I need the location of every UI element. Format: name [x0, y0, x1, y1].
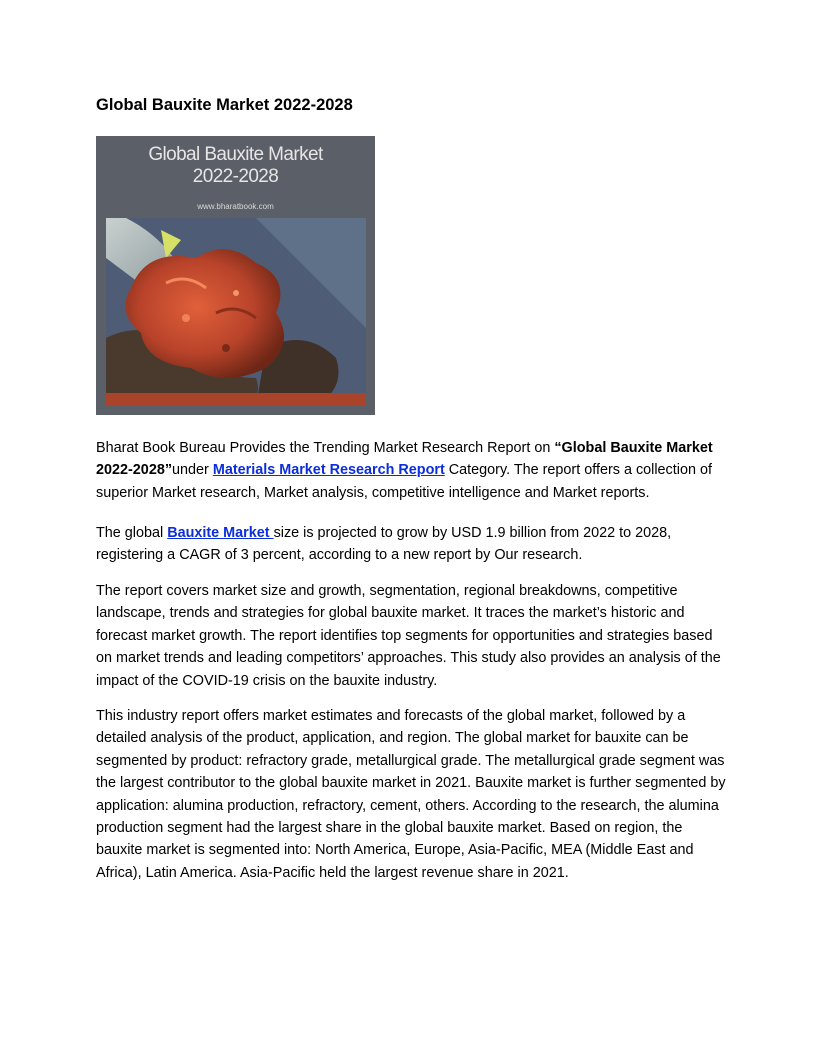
- materials-report-link[interactable]: Materials Market Research Report: [212, 462, 445, 479]
- intro-paragraph: [96, 437, 726, 504]
- market-size-text-a: The global: [96, 525, 168, 541]
- market-size-text-b: size is projected to grow by USD 1.9 billion from 2022 to 2028, registering a CAGR of 3 percent, according to a new report by Our research.: [96, 525, 672, 564]
- intro-text-c: Category. The report offers a collection of superior Market research, Market analysis, competitive intelligence and Market reports.: [96, 462, 712, 501]
- coverage-paragraph: The report covers market size and growth, segmentation, regional breakdowns, competitive landscape, trends and strategies for global bauxite market. It traces the market’s historic and forecast market growth. The report identifies top segments for opportunities and strategies based on market trends and leading competitors’ approaches. This study also provides an analysis of the impact of the COVID-19 crisis on the bauxite industry.: [96, 583, 721, 689]
- market-size-paragraph: [96, 522, 726, 567]
- cover-image: [96, 136, 375, 415]
- intro-text-a: Bharat Book Bureau Provides the Trending Market Research Report on: [96, 440, 555, 456]
- document-title: Global Bauxite Market 2022-2028: [96, 96, 353, 114]
- cover-url: www.bharatbook.com: [197, 202, 274, 211]
- cover-title-line1: Global Bauxite Market: [148, 144, 323, 165]
- bauxite-photo: [106, 218, 366, 406]
- report-title-bold: “Global Bauxite Market 2022-2028”: [96, 440, 713, 479]
- segmentation-paragraph: This industry report offers market estimates and forecasts of the global market, followed by a detailed analysis of the product, application, and region. The global market for bauxite can be segmented by product: refractory grade, metallurgical grade. The metallurgical grade segment was the largest contributor to the global bauxite market in 2021. Bauxite market is further segmented by application: alumina production, refractory, cement, others. According to the research, the alumina production segment had the largest share in the global bauxite market. Based on region, the bauxite market is segmented into: North America, Europe, Asia-Pacific, MEA (Middle East and Africa), Latin America. Asia-Pacific held the largest revenue share in 2021.: [96, 708, 726, 881]
- cover-title-line2: 2022-2028: [192, 166, 279, 187]
- intro-text-b: under: [172, 462, 213, 479]
- cover-title: [96, 144, 375, 188]
- bauxite-rock-illustration: [106, 218, 366, 406]
- bauxite-market-link[interactable]: Bauxite Market: [167, 525, 274, 541]
